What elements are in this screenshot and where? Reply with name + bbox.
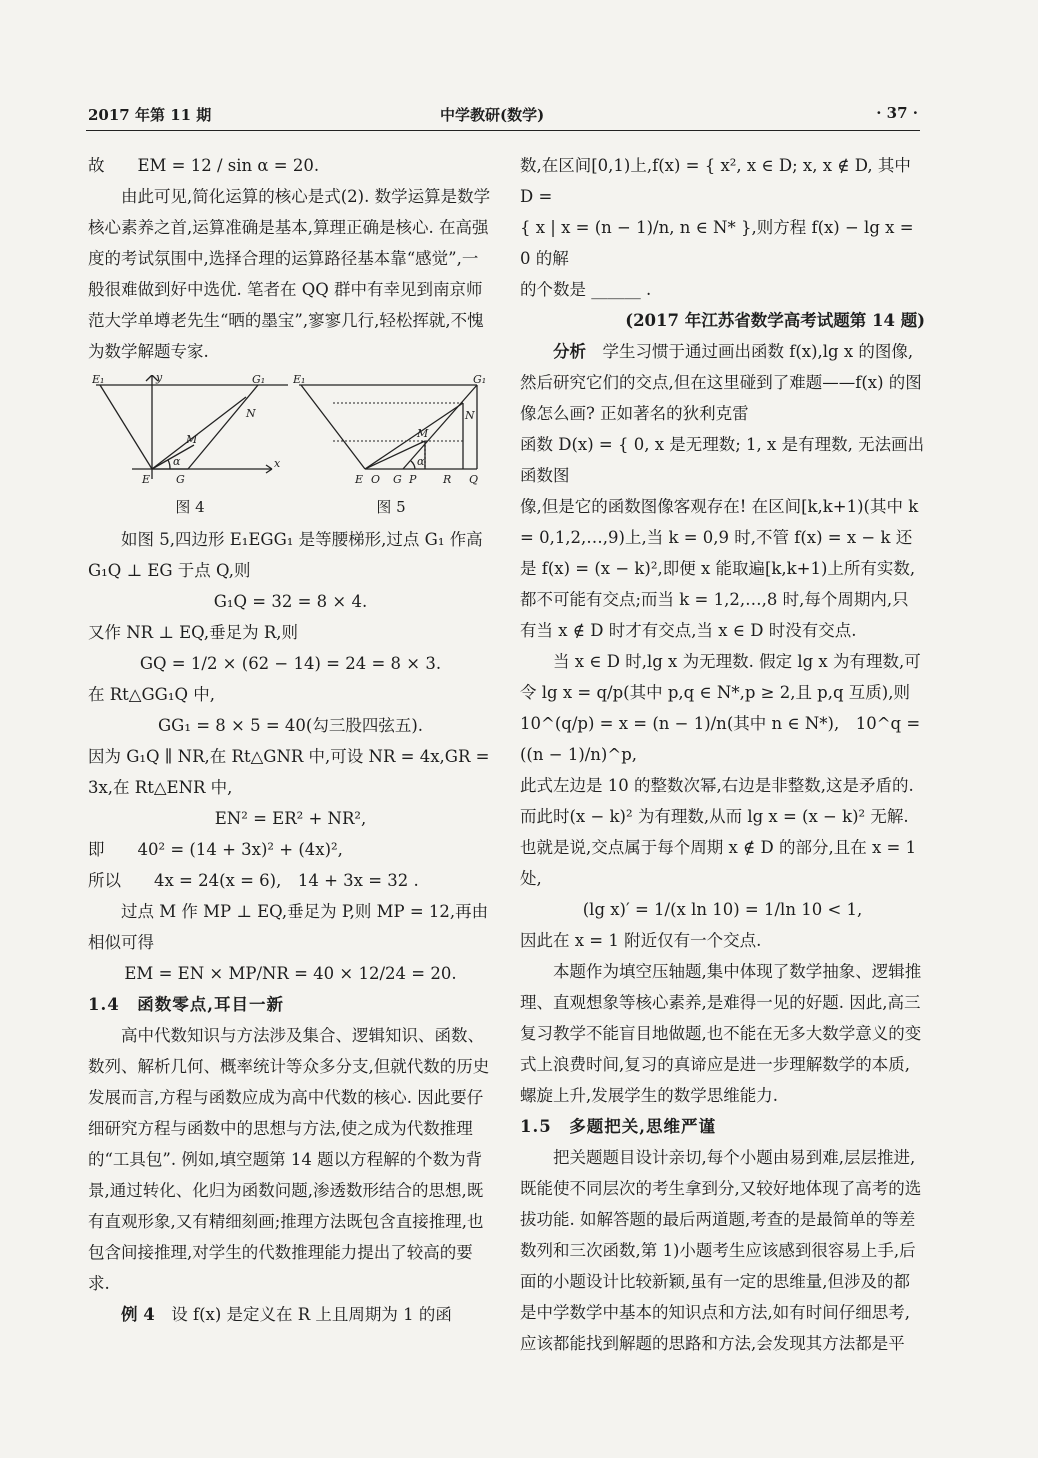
label-x: x bbox=[274, 457, 281, 470]
paragraph-contradiction: 此式左边是 10 的整数次幂,右边是非整数,这是矛盾的. 而此时(x − k)² 为有理数,从而 lg x = (x − k)² 无解. 也就是说,交点属于每个周期 x ∉ D 的部分,且在 x = 1 处, bbox=[520, 776, 917, 888]
left-column bbox=[88, 150, 493, 1330]
label-q: Q bbox=[469, 473, 479, 486]
label-y: y bbox=[156, 375, 163, 384]
label-g: G bbox=[176, 473, 185, 486]
paragraph-one-intersection: 因此在 x = 1 附近仅有一个交点. bbox=[520, 931, 762, 950]
figure-5-diagram bbox=[293, 375, 489, 490]
figure-5 bbox=[293, 375, 489, 524]
example-4-text: 设 f(x) 是定义在 R 上且周期为 1 的函 bbox=[171, 1305, 452, 1324]
label-e: E bbox=[142, 473, 151, 486]
formula-derivative: (lg x)′ = 1/(x ln 10) = 1/ln 10 < 1, bbox=[582, 900, 863, 919]
page-number: · 37 · bbox=[876, 104, 918, 122]
label-g: G bbox=[393, 473, 402, 486]
paragraph-core-literacy: 本题作为填空压轴题,集中体现了数学抽象、逻辑推理、直观想象等核心素养,是难得一见的好题. 因此,高三复习教学不能盲目地做题,也不能在无多大数学意义的变式上浪费时间,复习的真谛应是进一步理解数学的本质,螺旋上升,发展学生的数学思维能力. bbox=[520, 962, 922, 1105]
figure-row bbox=[88, 367, 493, 524]
label-r: R bbox=[443, 473, 452, 486]
formula-gq: GQ = 1/2 × (62 − 14) = 24 = 8 × 3. bbox=[139, 654, 442, 673]
figure-4-diagram bbox=[92, 375, 288, 490]
formula-gg1: GG₁ = 8 × 5 = 40(勾三股四弦五). bbox=[157, 716, 424, 735]
right-column bbox=[520, 150, 925, 1359]
analysis-label: 分析 bbox=[553, 342, 586, 361]
paragraph-core-operation: 由此可见,简化运算的核心是式(2). 数学运算是数学核心素养之首,运算准确是基本,算理正确是核心. 在高强度的考试氛围中,选择合理的运算路径基本靠“感觉”,一般很难做到好中选优. 笔者在 QQ 群中有幸见到南京师范大学单墫老先生“晒的墨宝”,寥寥几行,轻松挥就,不愧为数学解题专家. bbox=[88, 187, 491, 361]
paragraph-mp: 过点 M 作 MP ⊥ EQ,垂足为 P,则 MP = 12,再由相似可得 bbox=[88, 902, 489, 952]
issue-label: 2017 年第 11 期 bbox=[88, 106, 212, 124]
paragraph-gatekeeper: 把关题题目设计亲切,每个小题由易到难,层层推进,既能使不同层次的考生拿到分,又较好地体现了高考的选拔功能. 如解答题的最后两道题,考查的是最简单的等差数列和三次函数,第 1)小题考生应该感到很容易上手,后面的小题设计比较新颖,虽有一定的思维量,但涉及的都是中学数学中基本的知识点和方法,如有时间仔细思考,应该都能找到解题的思路和方法,会发现其方法都是平 bbox=[520, 1148, 922, 1353]
problem-line-1: 数,在区间[0,1)上,f(x) = { x², x ∈ D; x, x ∉ D, 其中 D = bbox=[520, 156, 911, 206]
formula-40-squared: 即 40² = (14 + 3x)² + (4x)², bbox=[88, 840, 343, 859]
section-1-4-heading: 1.4 函数零点,耳目一新 bbox=[88, 995, 284, 1014]
formula-4x: 所以 4x = 24(x = 6), 14 + 3x = 32 . bbox=[88, 871, 419, 890]
label-alpha: α bbox=[173, 455, 181, 468]
paragraph-nr-perp: 又作 NR ⊥ EQ,垂足为 R,则 bbox=[88, 623, 299, 642]
problem-source: (2017 年江苏省数学高考试题第 14 题) bbox=[625, 311, 925, 330]
figure-4-caption: 图 4 bbox=[175, 498, 205, 516]
label-n: N bbox=[246, 407, 256, 420]
header-rule bbox=[86, 130, 920, 131]
problem-line-3: 的个数是 ______ . bbox=[520, 280, 652, 299]
formula-power: 10^(q/p) = x = (n − 1)/n(其中 n ∈ N*), 10^q = ((n − 1)/n)^p, bbox=[520, 714, 921, 764]
label-n: N bbox=[465, 409, 475, 422]
section-1-5-heading: 1.5 多题把关,思维严谨 bbox=[520, 1117, 716, 1136]
formula-en-squared: EN² = ER² + NR², bbox=[214, 809, 367, 828]
formula-g1q: G₁Q = 32 = 8 × 4. bbox=[213, 592, 368, 611]
label-e1: E₁ bbox=[92, 375, 105, 386]
figure-4 bbox=[92, 375, 288, 524]
label-e: E bbox=[355, 473, 364, 486]
formula-em-sin: 故 EM = 12 / sin α = 20. bbox=[88, 156, 320, 175]
dirichlet-function: 函数 D(x) = { 0, x 是无理数; 1, x 是有理数, 无法画出函数图 bbox=[520, 435, 925, 485]
label-m: M bbox=[417, 427, 429, 440]
example-4-label: 例 4 bbox=[121, 1305, 155, 1324]
paragraph-trapezoid: 如图 5,四边形 E₁EGG₁ 是等腰梯形,过点 G₁ 作高 G₁Q ⊥ EG 于点 Q,则 bbox=[88, 530, 483, 580]
label-alpha: α bbox=[417, 455, 425, 468]
paragraph-parallel: 因为 G₁Q ∥ NR,在 Rt△GNR 中,可设 NR = 4x,GR = 3x,在 Rt△ENR 中, bbox=[88, 747, 490, 797]
label-e1: E₁ bbox=[293, 375, 306, 386]
analysis-text: 学生习惯于通过画出函数 f(x),lg x 的图像,然后研究它们的交点,但在这里碰到了难题——f(x) 的图像怎么画? 正如著名的狄利克雷 bbox=[520, 342, 922, 423]
label-p: P bbox=[409, 473, 417, 486]
paragraph-irrational: 当 x ∈ D 时,lg x 为无理数. 假定 lg x 为有理数,可令 lg x = q/p(其中 p,q ∈ N*,p ≥ 2,且 p,q 互质),则 bbox=[520, 652, 921, 702]
label-g1: G₁ bbox=[252, 375, 266, 386]
figure-5-caption: 图 5 bbox=[376, 498, 406, 516]
journal-title: 中学教研(数学) bbox=[440, 106, 545, 124]
paragraph-interval: 像,但是它的函数图像客观存在! 在区间[k,k+1)(其中 k = 0,1,2,…,9)上,当 k = 0,9 时,不管 f(x) = x − k 还是 f(x) = (x − k)²,即便 x 能取遍[k,k+1)上所有实数,都不可能有交点;而当 k = 1,2,…,8 时,每个周期内,只有当 x ∉ D 时才有交点,当 x ∈ D 时没有交点. bbox=[520, 497, 919, 640]
problem-line-2: { x | x = (n − 1)/n, n ∈ N* },则方程 f(x) − lg x = 0 的解 bbox=[520, 218, 914, 268]
formula-em-final: EM = EN × MP/NR = 40 × 12/24 = 20. bbox=[124, 964, 457, 983]
paragraph-rt-gg1q: 在 Rt△GG₁Q 中, bbox=[88, 685, 215, 704]
label-o: O bbox=[371, 473, 381, 486]
label-m: M bbox=[186, 433, 198, 446]
label-g1: G₁ bbox=[473, 375, 487, 386]
paragraph-algebra: 高中代数知识与方法涉及集合、逻辑知识、函数、数列、解析几何、概率统计等众多分支,但就代数的历史发展而言,方程与函数应成为高中代数的核心. 因此要仔细研究方程与函数中的思想与方法,使之成为代数推理的“工具包”. 例如,填空题第 14 题以方程解的个数为背景,通过转化、化归为函数问题,渗透数形结合的思想,既有直观形象,又有精细刻画;推理方法既包含直接推理,也包含间接推理,对学生的代数推理能力提出了较高的要求. bbox=[88, 1026, 490, 1293]
